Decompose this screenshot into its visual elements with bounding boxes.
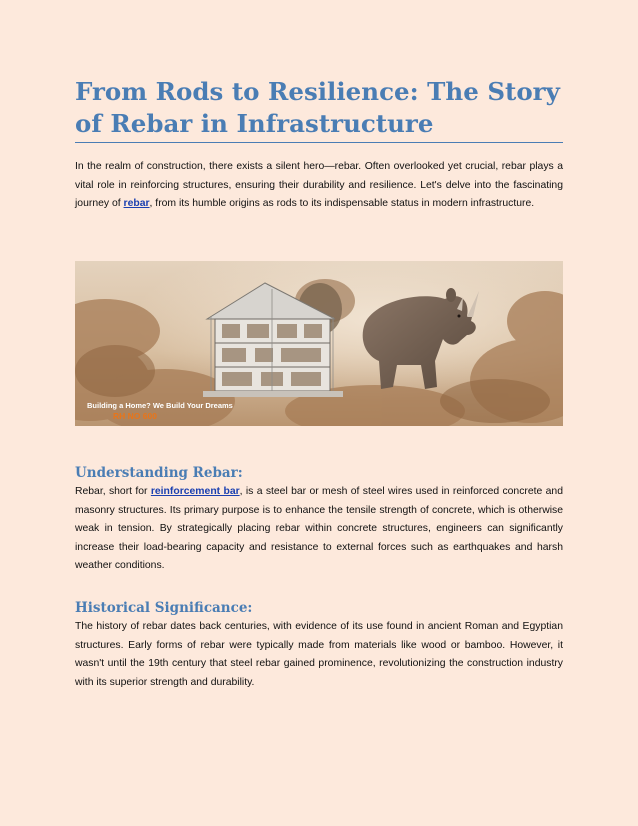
understanding-text-end: , is a steel bar or mesh of steel wires used in reinforced concrete and masonry structures. Its primary purpose is to enhance the tensile strength of concrete, which is otherwise weak in tension. By strategically placing rebar within concrete structures, engineers can significantly increase their load-bearing capacity and resistance to external forces such as earthquakes and harsh weather conditions.: [75, 486, 563, 572]
section-paragraph-history: The history of rebar dates back centuries, with evidence of its use found in ancient Roman and Egyptian structures. Early forms of rebar were typically made from materials like wood or bamboo. However, it wasn't until the 19th century that steel rebar gained prominence, revolutionizing the construction industry with its superior strength and durability.: [75, 621, 563, 688]
logo-text-part1: RH: [113, 411, 126, 421]
understanding-text-start: Rebar, short for: [75, 486, 151, 497]
intro-text-end: , from its humble origins as rods to its indispensable status in modern infrastructure.: [149, 198, 535, 210]
banner-logo: [113, 411, 157, 421]
section-paragraph-understanding: [75, 483, 563, 576]
banner-image: [75, 261, 563, 426]
intro-text-start: In the realm of construction, there exists a silent hero—rebar. Often overlooked yet crucial, rebar plays a vital role in reinforcing structures, ensuring their durability and resilience. Let's delve into the fascinating journey of: [75, 161, 563, 210]
section-heading-understanding: Understanding Rebar:: [75, 465, 243, 481]
rebar-link[interactable]: rebar: [123, 198, 150, 210]
banner-tagline: Building a Home? We Build Your Dreams: [87, 401, 233, 410]
title-underline: [75, 142, 563, 143]
reinforcement-bar-link[interactable]: reinforcement bar: [150, 486, 240, 497]
intro-paragraph: [75, 158, 563, 214]
section-heading-history: Historical Significance:: [75, 600, 253, 616]
page-title: From Rods to Resilience: The Story of Rebar in Infrastructure: [75, 77, 560, 138]
logo-text-part2: NO 600: [127, 411, 157, 421]
